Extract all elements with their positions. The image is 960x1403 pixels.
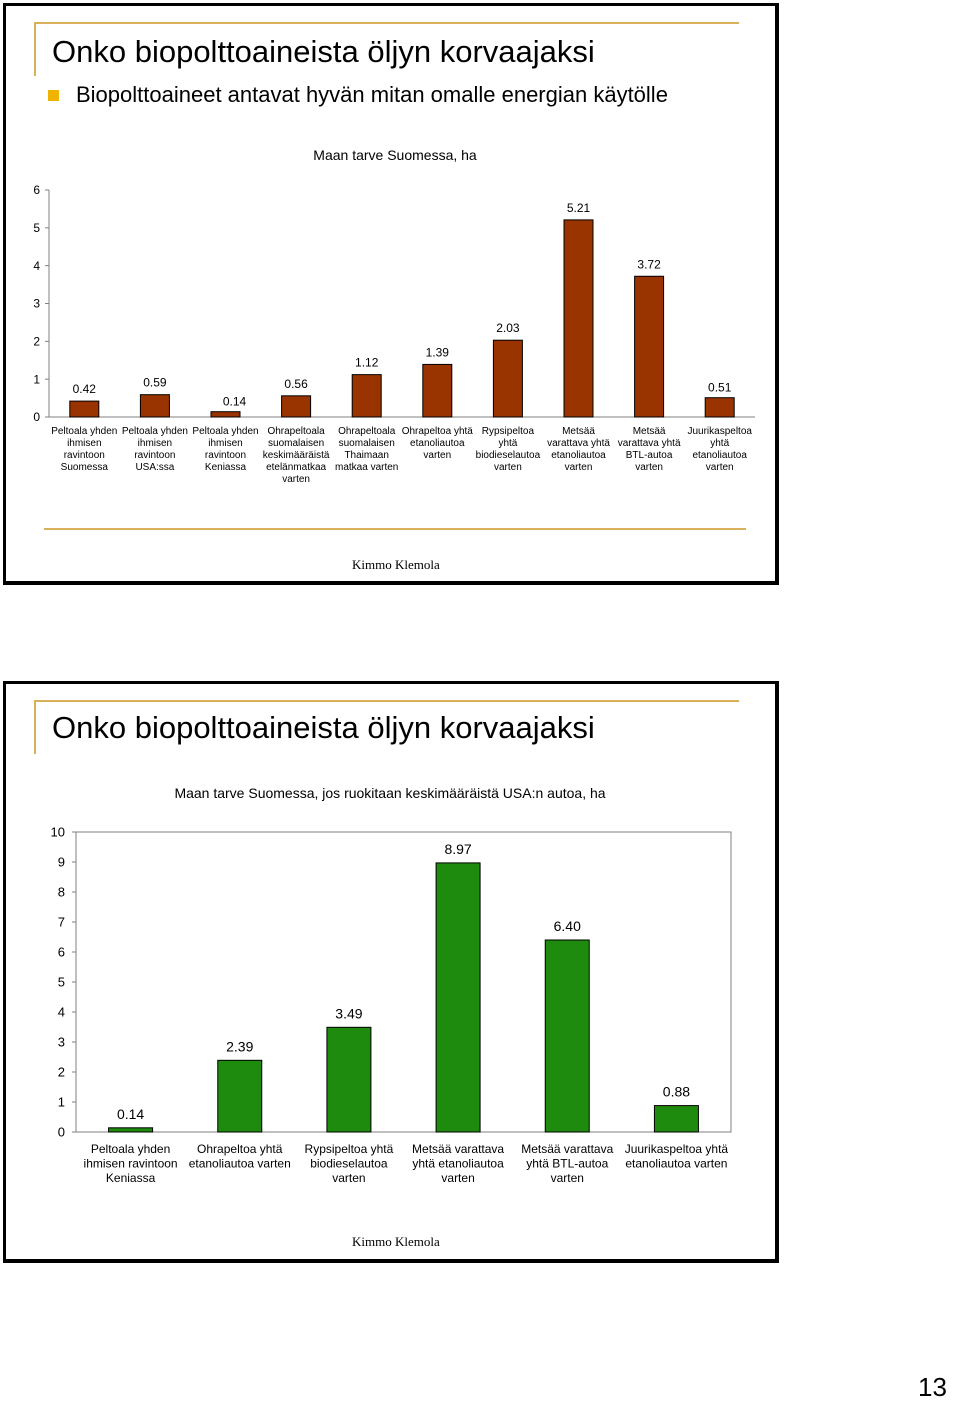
x-category-label: suomalaisen	[268, 438, 325, 449]
x-category-label: varten	[564, 462, 593, 473]
y-tick-label: 7	[57, 914, 65, 930]
bar	[218, 1060, 262, 1132]
x-category-label: varten	[423, 450, 452, 461]
data-label: 1.12	[355, 355, 379, 370]
data-label: 3.72	[637, 257, 661, 272]
x-category-label: varattava yhtä	[617, 438, 681, 449]
x-category-label: Peltoala yhden	[121, 426, 188, 437]
x-category-label: etanoliautoa	[692, 450, 747, 461]
data-label: 2.39	[226, 1038, 254, 1055]
x-category-label: Metsää	[632, 426, 666, 437]
slide-1-author: Kimmo Klemola	[352, 557, 440, 572]
data-label: 8.97	[444, 840, 472, 857]
chart-title: Maan tarve Suomessa, jos ruokitaan keskimääräistä USA:n autoa, ha	[174, 785, 606, 801]
x-category-label: ihmisen	[208, 438, 243, 449]
x-category-label: Ohrapeltoa yhtä	[197, 1142, 283, 1156]
y-tick-label: 2	[33, 334, 40, 349]
x-category-label: ravintoon	[134, 450, 176, 461]
y-tick-label: 5	[57, 974, 65, 990]
x-category-label: etanoliautoa	[551, 450, 606, 461]
x-category-label: ihmisen	[67, 438, 102, 449]
data-label: 0.59	[143, 375, 167, 390]
x-category-label: Rypsipeltoa yhtä	[304, 1142, 394, 1156]
y-tick-label: 10	[50, 824, 65, 840]
x-category-label: yhtä	[498, 438, 518, 449]
bar	[654, 1106, 698, 1132]
data-label: 0.14	[116, 1105, 145, 1122]
x-category-label: varten	[494, 462, 522, 473]
y-tick-label: 8	[57, 884, 65, 900]
x-category-label: varattava yhtä	[547, 438, 610, 449]
y-tick-label: 3	[33, 296, 40, 311]
x-category-label: Juurikaspeltoa	[687, 426, 752, 437]
x-category-label: ihmisen ravintoon	[83, 1156, 178, 1171]
data-label: 0.56	[284, 376, 308, 391]
x-category-label: varten	[332, 1171, 366, 1185]
y-tick-label: 1	[57, 1094, 65, 1110]
y-tick-label: 5	[33, 221, 40, 236]
x-category-label: Peltoala yhden	[192, 426, 259, 437]
y-tick-label: 0	[33, 410, 40, 425]
x-category-label: etanoliautoa varten	[625, 1156, 728, 1171]
x-category-label: Metsää varattava	[521, 1142, 614, 1156]
x-category-label: Metsää	[562, 426, 595, 437]
x-category-label: etanoliautoa varten	[188, 1156, 291, 1171]
slide-1-bullet-text: Biopolttoaineet antavat hyvän mitan omalle energian käytölle	[76, 82, 668, 107]
x-category-label: Metsää varattava	[412, 1142, 505, 1156]
data-label: 0.14	[222, 394, 247, 409]
x-category-label: matkaa varten	[335, 462, 399, 473]
x-category-label: Juurikaspeltoa yhtä	[624, 1142, 729, 1156]
x-category-label: yhtä BTL-autoa	[526, 1156, 609, 1171]
x-category-label: etelänmatkaa	[266, 462, 327, 473]
x-category-label: Peltoala yhden	[90, 1142, 171, 1156]
y-tick-label: 4	[33, 258, 40, 273]
bar	[545, 940, 589, 1132]
x-category-label: Keniassa	[105, 1171, 156, 1185]
page-number: 13	[918, 1372, 947, 1402]
x-category-label: keskimääräistä	[262, 450, 330, 461]
slide-2-author: Kimmo Klemola	[352, 1234, 440, 1249]
data-label: 2.03	[496, 321, 520, 336]
x-category-label: suomalaisen	[338, 438, 395, 449]
y-tick-label: 4	[57, 1004, 65, 1020]
x-category-label: Ohrapeltoala	[267, 426, 325, 437]
bar	[327, 1027, 371, 1132]
slide-1-title: Onko biopolttoaineista öljyn korvaajaksi	[52, 34, 595, 69]
data-label: 0.51	[708, 380, 732, 395]
x-category-label: USA:ssa	[135, 462, 175, 473]
y-tick-label: 2	[57, 1064, 65, 1080]
y-tick-label: 3	[57, 1034, 65, 1050]
data-label: 0.42	[72, 382, 96, 397]
plot-area-frame	[76, 832, 731, 1132]
x-category-label: varten	[635, 462, 663, 473]
x-category-label: ihmisen	[137, 438, 173, 449]
x-category-label: Thaimaan	[344, 450, 389, 461]
x-category-label: biodieselautoa	[310, 1156, 388, 1171]
x-category-label: BTL-autoa	[625, 450, 673, 461]
x-category-label: yhtä etanoliautoa	[412, 1156, 504, 1171]
y-tick-label: 6	[57, 944, 65, 960]
x-category-label: biodieselautoa	[475, 450, 541, 461]
x-category-label: Keniassa	[204, 462, 247, 473]
data-label: 6.40	[553, 918, 581, 934]
slide-2-title: Onko biopolttoaineista öljyn korvaajaksi	[52, 710, 595, 745]
x-category-label: Ohrapeltoala	[338, 426, 396, 437]
y-tick-label: 9	[57, 854, 65, 870]
y-tick-label: 1	[33, 372, 40, 387]
x-category-label: yhtä	[710, 438, 730, 449]
bar	[436, 863, 480, 1132]
x-category-label: Suomessa	[60, 462, 108, 473]
bar	[109, 1128, 153, 1132]
chart-title: Maan tarve Suomessa, ha	[313, 147, 477, 163]
x-category-label: Ohrapeltoa yhtä	[401, 426, 473, 437]
data-label: 3.49	[335, 1005, 363, 1022]
data-label: 5.21	[566, 200, 591, 215]
data-label: 0.88	[662, 1083, 691, 1100]
x-category-label: varten	[441, 1171, 475, 1185]
x-category-label: ravintoon	[63, 450, 105, 461]
x-category-label: Rypsipeltoa	[481, 426, 535, 437]
y-tick-label: 6	[33, 183, 40, 198]
data-label: 1.39	[425, 345, 449, 360]
x-category-label: varten	[550, 1171, 584, 1185]
x-category-label: Peltoala yhden	[51, 426, 118, 437]
y-tick-label: 0	[57, 1124, 65, 1140]
x-category-label: ravintoon	[204, 450, 247, 461]
x-category-label: varten	[705, 462, 734, 473]
x-category-label: etanoliautoa	[410, 438, 465, 449]
x-category-label: varten	[282, 474, 310, 485]
